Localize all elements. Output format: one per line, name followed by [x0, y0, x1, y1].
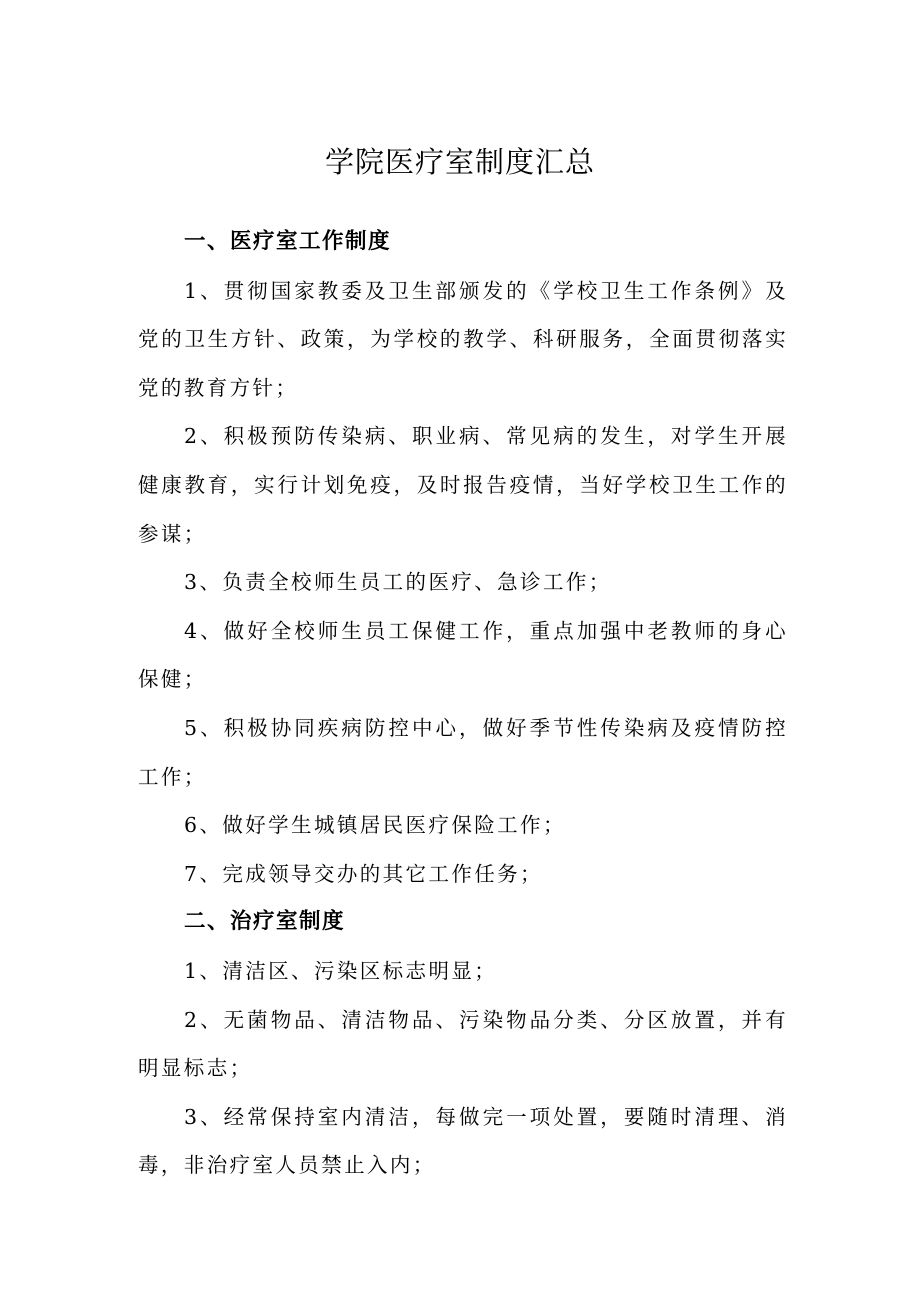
- paragraph: 1、清洁区、污染区标志明显；: [184, 958, 498, 983]
- paragraph: 4、做好全校师生员工保健工作，重点加强中老教师的身心保健；: [138, 618, 788, 692]
- paragraph: 6、做好学生城镇居民医疗保险工作；: [184, 813, 566, 838]
- paragraph: 3、负责全校师生员工的医疗、急诊工作；: [184, 570, 612, 595]
- section-heading-treatment-room: 二、治疗室制度: [184, 909, 346, 935]
- paragraph: 2、积极预防传染病、职业病、常见病的发生，对学生开展健康教育，实行计划免疫，及时报告疫情，当好学校卫生工作的参谋；: [138, 424, 788, 546]
- paragraph: 1、贯彻国家教委及卫生部颁发的《学校卫生工作条例》及党的卫生方针、政策，为学校的教学、科研服务，全面贯彻落实党的教育方针；: [138, 278, 788, 400]
- paragraph: 7、完成领导交办的其它工作任务；: [184, 861, 543, 886]
- section-heading-medical-room: 一、医疗室工作制度: [184, 229, 392, 254]
- paragraph: 3、经常保持室内清洁，每做完一项处置，要随时清理、消毒，非治疗室人员禁止入内；: [138, 1104, 788, 1178]
- paragraph: 5、积极协同疾病防控中心，做好季节性传染病及疫情防控工作；: [138, 715, 788, 789]
- paragraph: 2、无菌物品、清洁物品、污染物品分类、分区放置，并有明显标志；: [138, 1007, 788, 1081]
- document-body: [138, 218, 788, 1190]
- document-title: 学院医疗室制度汇总: [324, 145, 595, 179]
